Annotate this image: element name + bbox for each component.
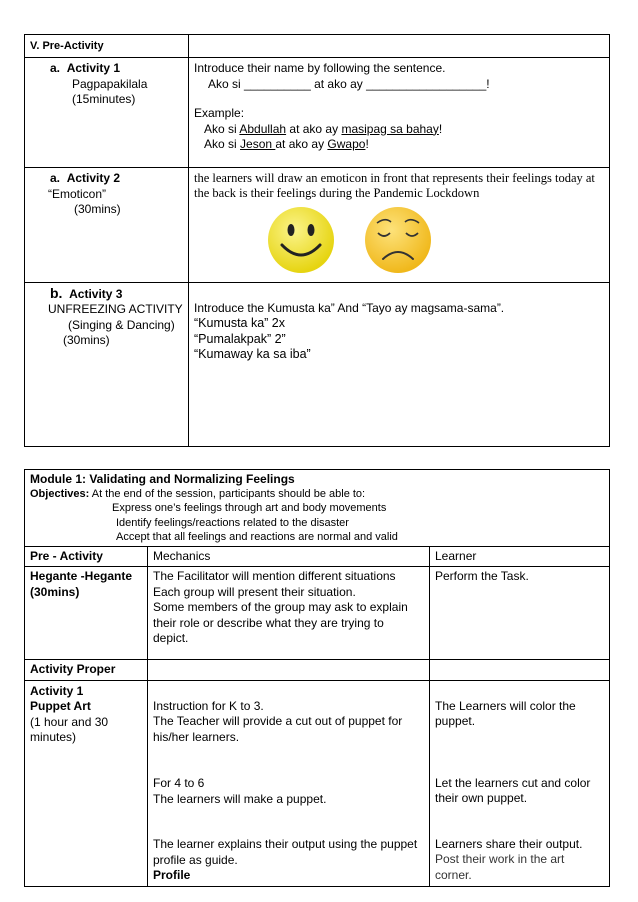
- puppet-m1: Instruction for K to 3.: [153, 698, 264, 713]
- ex2-end: !: [365, 137, 369, 151]
- objective-2: Identify feelings/reactions related to the disaster: [116, 516, 349, 529]
- activity1-marker: a.: [50, 61, 61, 75]
- ex2-pre: Ako si: [204, 137, 241, 151]
- activity1-cell: [25, 58, 189, 168]
- puppet-l2: puppet.: [435, 714, 476, 728]
- puppet-duration-2: minutes): [30, 730, 77, 744]
- hegante-title: Hegante -Hegante: [30, 569, 133, 583]
- ex2-name: Jeson: [240, 137, 276, 151]
- ex1-mid: at ako ay: [286, 121, 342, 136]
- activity3-song3: “Kumaway ka sa iba”: [194, 347, 311, 361]
- activity3-cell: [25, 282, 189, 446]
- emoticons: [194, 205, 604, 280]
- puppet-l4: their own puppet.: [435, 791, 528, 805]
- col-learner: Learner: [430, 546, 610, 567]
- activity1-instruction: Introduce their name by following the sentence.: [194, 61, 446, 75]
- puppet-mechanics: [148, 680, 430, 886]
- hegante-m3: Some members of the group may ask to explain: [153, 600, 408, 614]
- activity3-duration: (30mins): [63, 333, 110, 347]
- activity2-heading: [30, 171, 183, 187]
- ex1-pre: Ako si: [204, 121, 240, 136]
- activity2-description: the learners will draw an emoticon in front that represents their feelings today at the back is their feelings during the Pandemic Lockdown: [194, 171, 595, 200]
- activity3-title: Activity 3: [69, 286, 123, 301]
- objectives: [30, 487, 604, 502]
- puppet-title-2: Puppet Art: [30, 699, 91, 713]
- objective-3: Accept that all feelings and reactions are normal and valid: [116, 531, 398, 543]
- module-table: [24, 469, 610, 887]
- activity2-marker: a.: [50, 171, 61, 185]
- ex1-trait: masipag sa bahay: [341, 121, 439, 136]
- activity3-intro: Introduce the Kumusta ka” And “Tayo ay magsama-sama”.: [194, 300, 505, 315]
- activity3-marker: b.: [50, 284, 63, 301]
- objective-1: Express one’s feelings through art and body movements: [112, 502, 387, 514]
- puppet-duration-1: (1 hour and 30: [30, 714, 109, 729]
- puppet-m7: profile as guide.: [153, 852, 238, 867]
- puppet-m2: The Teacher will provide a cut out of puppet for: [153, 714, 403, 728]
- puppet-m5: The learners will make a puppet.: [153, 791, 327, 806]
- activity1-example-2: [194, 137, 604, 153]
- activity3-heading: [30, 286, 183, 303]
- hegante-learner: Perform the Task.: [430, 567, 610, 660]
- hegante-m2: Each group will present their situation.: [153, 584, 356, 599]
- puppet-learner: [430, 680, 610, 886]
- hegante-mechanics: [148, 567, 430, 660]
- activity2-content: [189, 168, 610, 283]
- ex2-trait: Gwapo: [327, 137, 366, 151]
- happy-face-icon: [266, 205, 336, 275]
- activity2-cell: [25, 168, 189, 283]
- puppet-l7: corner.: [435, 867, 472, 882]
- puppet-m4: For 4 to 6: [153, 776, 205, 790]
- activity3-song2: “Pumalakpak” 2”: [194, 331, 286, 346]
- ex1-end: !: [438, 121, 443, 136]
- activity1-example-1: [194, 122, 604, 138]
- hegante-m1: The Facilitator will mention different situations: [153, 569, 396, 583]
- hegante-cell: [25, 567, 148, 660]
- activity1-content: [189, 58, 610, 168]
- activity1-duration: (15minutes): [72, 92, 136, 106]
- puppet-l5: Learners share their output.: [435, 836, 583, 851]
- activity-proper-empty-1: [148, 660, 430, 681]
- hegante-m5: depict.: [153, 631, 189, 645]
- activity1-example-label: Example:: [194, 106, 245, 120]
- ex2-mid: at ako ay: [275, 137, 328, 151]
- puppet-l6: Post their work in the art: [435, 852, 565, 866]
- puppet-cell: [25, 680, 148, 886]
- section-header-empty: [189, 35, 610, 58]
- module-title: Module 1: Validating and Normalizing Feelings: [30, 472, 295, 486]
- objectives-intro: At the end of the session, participants should be able to:: [89, 487, 366, 500]
- puppet-m8: Profile: [153, 868, 191, 882]
- activity3-subtitle: UNFREEZING ACTIVITY: [48, 302, 183, 316]
- section-header: V. Pre-Activity: [25, 35, 189, 58]
- activity1-template: Ako si __________ at ako ay __________________!: [208, 76, 490, 91]
- col-pre-activity: Pre - Activity: [25, 546, 148, 567]
- hegante-m4: their role or describe what they are trying to: [153, 615, 384, 630]
- activity1-subtitle: Pagpapakilala: [72, 76, 148, 91]
- ex1-name: Abdullah: [239, 121, 287, 136]
- activity3-song1: “Kumusta ka” 2x: [194, 316, 286, 330]
- activity1-title: Activity 1: [66, 61, 121, 75]
- hegante-duration: (30mins): [30, 584, 80, 599]
- pre-activity-table: [24, 34, 610, 447]
- sad-face-icon: [363, 205, 433, 275]
- activity-proper-label: Activity Proper: [25, 660, 148, 681]
- activity2-subtitle: “Emoticon”: [48, 186, 107, 201]
- puppet-l3: Let the learners cut and color: [435, 775, 591, 790]
- puppet-title-1: Activity 1: [30, 683, 84, 698]
- activity2-duration: (30mins): [74, 202, 121, 216]
- activity3-content: [189, 282, 610, 446]
- activity2-title: Activity 2: [66, 171, 121, 185]
- puppet-l1: The Learners will color the: [435, 698, 576, 713]
- activity-proper-empty-2: [430, 660, 610, 681]
- activity1-heading: [30, 61, 183, 77]
- activity3-detail: (Singing & Dancing): [68, 317, 175, 332]
- puppet-m3: his/her learners.: [153, 729, 240, 744]
- module-header: [25, 470, 610, 547]
- puppet-m6: The learner explains their output using the puppet: [153, 837, 418, 851]
- col-mechanics: Mechanics: [148, 546, 430, 567]
- objectives-label: Objectives:: [30, 487, 90, 500]
